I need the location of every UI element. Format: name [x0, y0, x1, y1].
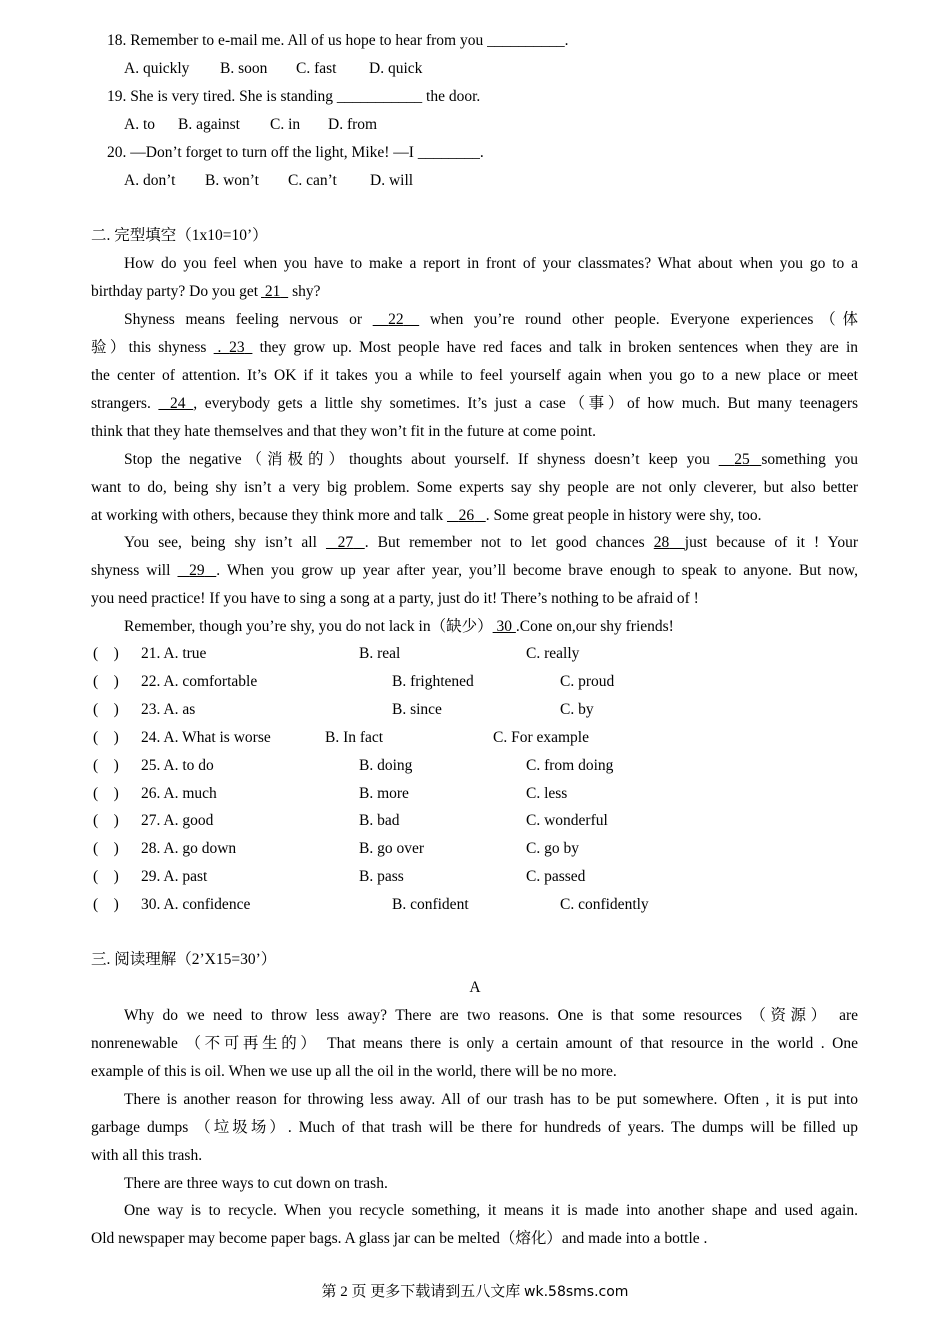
q20-option-a: A. don’t: [124, 172, 176, 189]
blank-29: 29: [189, 562, 205, 579]
blank-27: 27: [337, 534, 354, 551]
choice-option-a: 28. A. go down: [141, 840, 237, 858]
reading-p4-line1: One way is to recycle. When you recycle something, it means it is made into another shape and used again.: [124, 1202, 858, 1219]
choice-option-b: B. confident: [392, 896, 469, 914]
q20-option-c: C. can’t: [288, 172, 337, 189]
choice-option-a: 24. A. What is worse: [141, 728, 271, 746]
choice-option-c: C. really: [526, 645, 580, 662]
q20-stem: 20. —Don’t forget to turn off the light, Mike! —I ________.: [107, 144, 484, 161]
q19-option-c: C. in: [270, 116, 301, 133]
choice-option-c: C. go by: [526, 840, 579, 858]
q18-option-d: D. quick: [369, 60, 423, 77]
cloze-p3-line2: want to do, being shy isn’t a very big problem. Some experts say shy people are not only cleverer, but also better: [91, 479, 858, 496]
answer-bracket: ( ): [93, 756, 119, 774]
answer-bracket: ( ): [93, 840, 119, 858]
choice-option-a: 27. A. good: [141, 812, 214, 830]
reading-p2-line3: with all this trash.: [91, 1147, 203, 1164]
choice-option-b: B. bad: [359, 812, 400, 830]
choice-option-c: C. from doing: [526, 756, 614, 774]
choice-option-a: 21. A. true: [141, 645, 207, 662]
q18-option-c: C. fast: [296, 60, 337, 77]
q18-option-b: B. soon: [220, 60, 268, 77]
choice-option-a: 22. A. comfortable: [141, 672, 258, 690]
choice-option-b: B. go over: [359, 840, 425, 858]
q18-stem: 18. Remember to e-mail me. All of us hope to hear from you __________.: [107, 32, 569, 49]
blank-23: 23: [229, 339, 245, 356]
answer-bracket: ( ): [93, 812, 119, 830]
choice-option-c: C. confidently: [560, 896, 649, 914]
q20-option-d: D. will: [370, 172, 414, 189]
cloze-p2-line4: strangers. 24 , everybody gets a little shy sometimes. It’s just a case（事）of how much. But many teenagers: [91, 395, 859, 412]
choice-option-a: 23. A. as: [141, 700, 196, 718]
cloze-p4-line3: you need practice! If you have to sing a song at a party, just do it! There’s nothing to be afraid of !: [91, 590, 699, 607]
blank-30: 30: [496, 618, 512, 635]
cloze-p2-line1: Shyness means feeling nervous or 22 when you’re round other people. Everyone experiences（体: [124, 311, 859, 328]
reading-p2-line1: There is another reason for throwing less away. All of our trash has to be put somewhere. Often , it is put into: [124, 1091, 858, 1108]
answer-bracket: ( ): [93, 672, 119, 690]
answer-bracket: ( ): [93, 645, 119, 662]
blank-21: 21: [264, 283, 281, 300]
blank-28: 28: [653, 534, 670, 551]
answer-bracket: ( ): [93, 784, 119, 802]
choice-option-c: C. proud: [560, 672, 615, 690]
reading-p1-line1: Why do we need to throw less away? There are two reasons. One is that some resources （资源） are: [124, 1007, 858, 1024]
choice-option-b: B. pass: [359, 868, 404, 886]
choice-option-b: B. In fact: [325, 728, 384, 746]
cloze-p1-line2: birthday party? Do you get 21 shy?: [91, 283, 321, 300]
choice-option-c: C. For example: [493, 728, 589, 746]
section2-heading: 二. 完型填空（1x10=10’）: [91, 227, 268, 244]
footer-site-link[interactable]: wk.58sms.com: [524, 1284, 629, 1300]
cloze-p2-line5: think that they hate themselves and that they won’t fit in the future at come point.: [91, 423, 597, 440]
q19-option-d: D. from: [328, 116, 378, 133]
answer-bracket: ( ): [93, 896, 119, 914]
cloze-p3-line3: at working with others, because they think more and talk 26 . Some great people in history were shy, too.: [91, 507, 762, 524]
blank-26: 26: [458, 507, 475, 524]
q18-option-a: A. quickly: [124, 60, 190, 77]
choice-option-b: B. real: [359, 645, 401, 662]
choice-option-c: C. less: [526, 784, 568, 802]
answer-bracket: ( ): [93, 728, 119, 746]
choice-option-b: B. more: [359, 784, 409, 802]
passage-label: A: [469, 979, 481, 996]
choice-option-c: C. passed: [526, 868, 586, 886]
section3-heading: 三. 阅读理解（2’X15=30’）: [91, 951, 277, 968]
cloze-p2-line2: 验）this shyness . 23 they grow up. Most people have red faces and talk in broken sentences when they are in: [91, 339, 859, 356]
cloze-p4-line1: You see, being shy isn’t all 27 . But remember not to let good chances 28 just because of it ! Your: [124, 534, 858, 551]
choice-option-a: 25. A. to do: [141, 756, 214, 774]
footer-page-text: 第 2 页 更多下载请到五八文库: [321, 1284, 521, 1300]
cloze-p5-line1: Remember, though you’re shy, you do not lack in（缺少） 30 .Cone on,our shy friends!: [124, 618, 674, 635]
choice-option-a: 29. A. past: [141, 868, 208, 886]
answer-bracket: ( ): [93, 700, 119, 718]
answer-bracket: ( ): [93, 868, 119, 886]
cloze-p3-line1: Stop the negative（消极的）thoughts about yourself. If shyness doesn’t keep you 25 something you: [124, 451, 858, 468]
q20-option-b: B. won’t: [205, 172, 259, 189]
blank-22: 22: [388, 311, 404, 328]
reading-p1-line3: example of this is oil. When we use up all the oil in the world, there will be no more.: [91, 1063, 617, 1080]
choice-option-b: B. since: [392, 700, 442, 718]
reading-p4-line2: Old newspaper may become paper bags. A glass jar can be melted（熔化）and made into a bottle .: [91, 1230, 708, 1247]
choice-option-a: 26. A. much: [141, 784, 217, 802]
choice-option-c: C. wonderful: [526, 812, 608, 830]
choice-option-a: 30. A. confidence: [141, 896, 251, 914]
cloze-p4-line2: shyness will 29 . When you grow up year after year, you’ll become brave enough to speak to anyone. But now,: [91, 562, 858, 579]
choice-option-b: B. frightened: [392, 672, 474, 690]
q19-option-a: A. to: [124, 116, 155, 133]
choice-option-c: C. by: [560, 700, 594, 718]
cloze-p2-line3: the center of attention. It’s OK if it takes you a while to feel yourself again when you go to a new place or meet: [91, 367, 858, 384]
blank-25: 25: [734, 451, 750, 468]
page-footer: [0, 1282, 950, 1302]
reading-p2-line2: garbage dumps （垃圾场）. Much of that trash will be there for hundreds of years. The dumps will be filled up: [91, 1119, 858, 1136]
blank-24: 24: [170, 395, 186, 412]
q19-option-b: B. against: [178, 116, 240, 133]
cloze-p1-line1: How do you feel when you have to make a report in front of your classmates? What about when you go to a: [124, 255, 858, 272]
reading-p1-line2: nonrenewable （不可再生的） That means there is only a certain amount of that resource in the world . One: [91, 1035, 858, 1052]
choice-option-b: B. doing: [359, 756, 413, 774]
reading-p3-line1: There are three ways to cut down on trash.: [124, 1175, 388, 1192]
q19-stem: 19. She is very tired. She is standing ___________ the door.: [107, 88, 481, 105]
